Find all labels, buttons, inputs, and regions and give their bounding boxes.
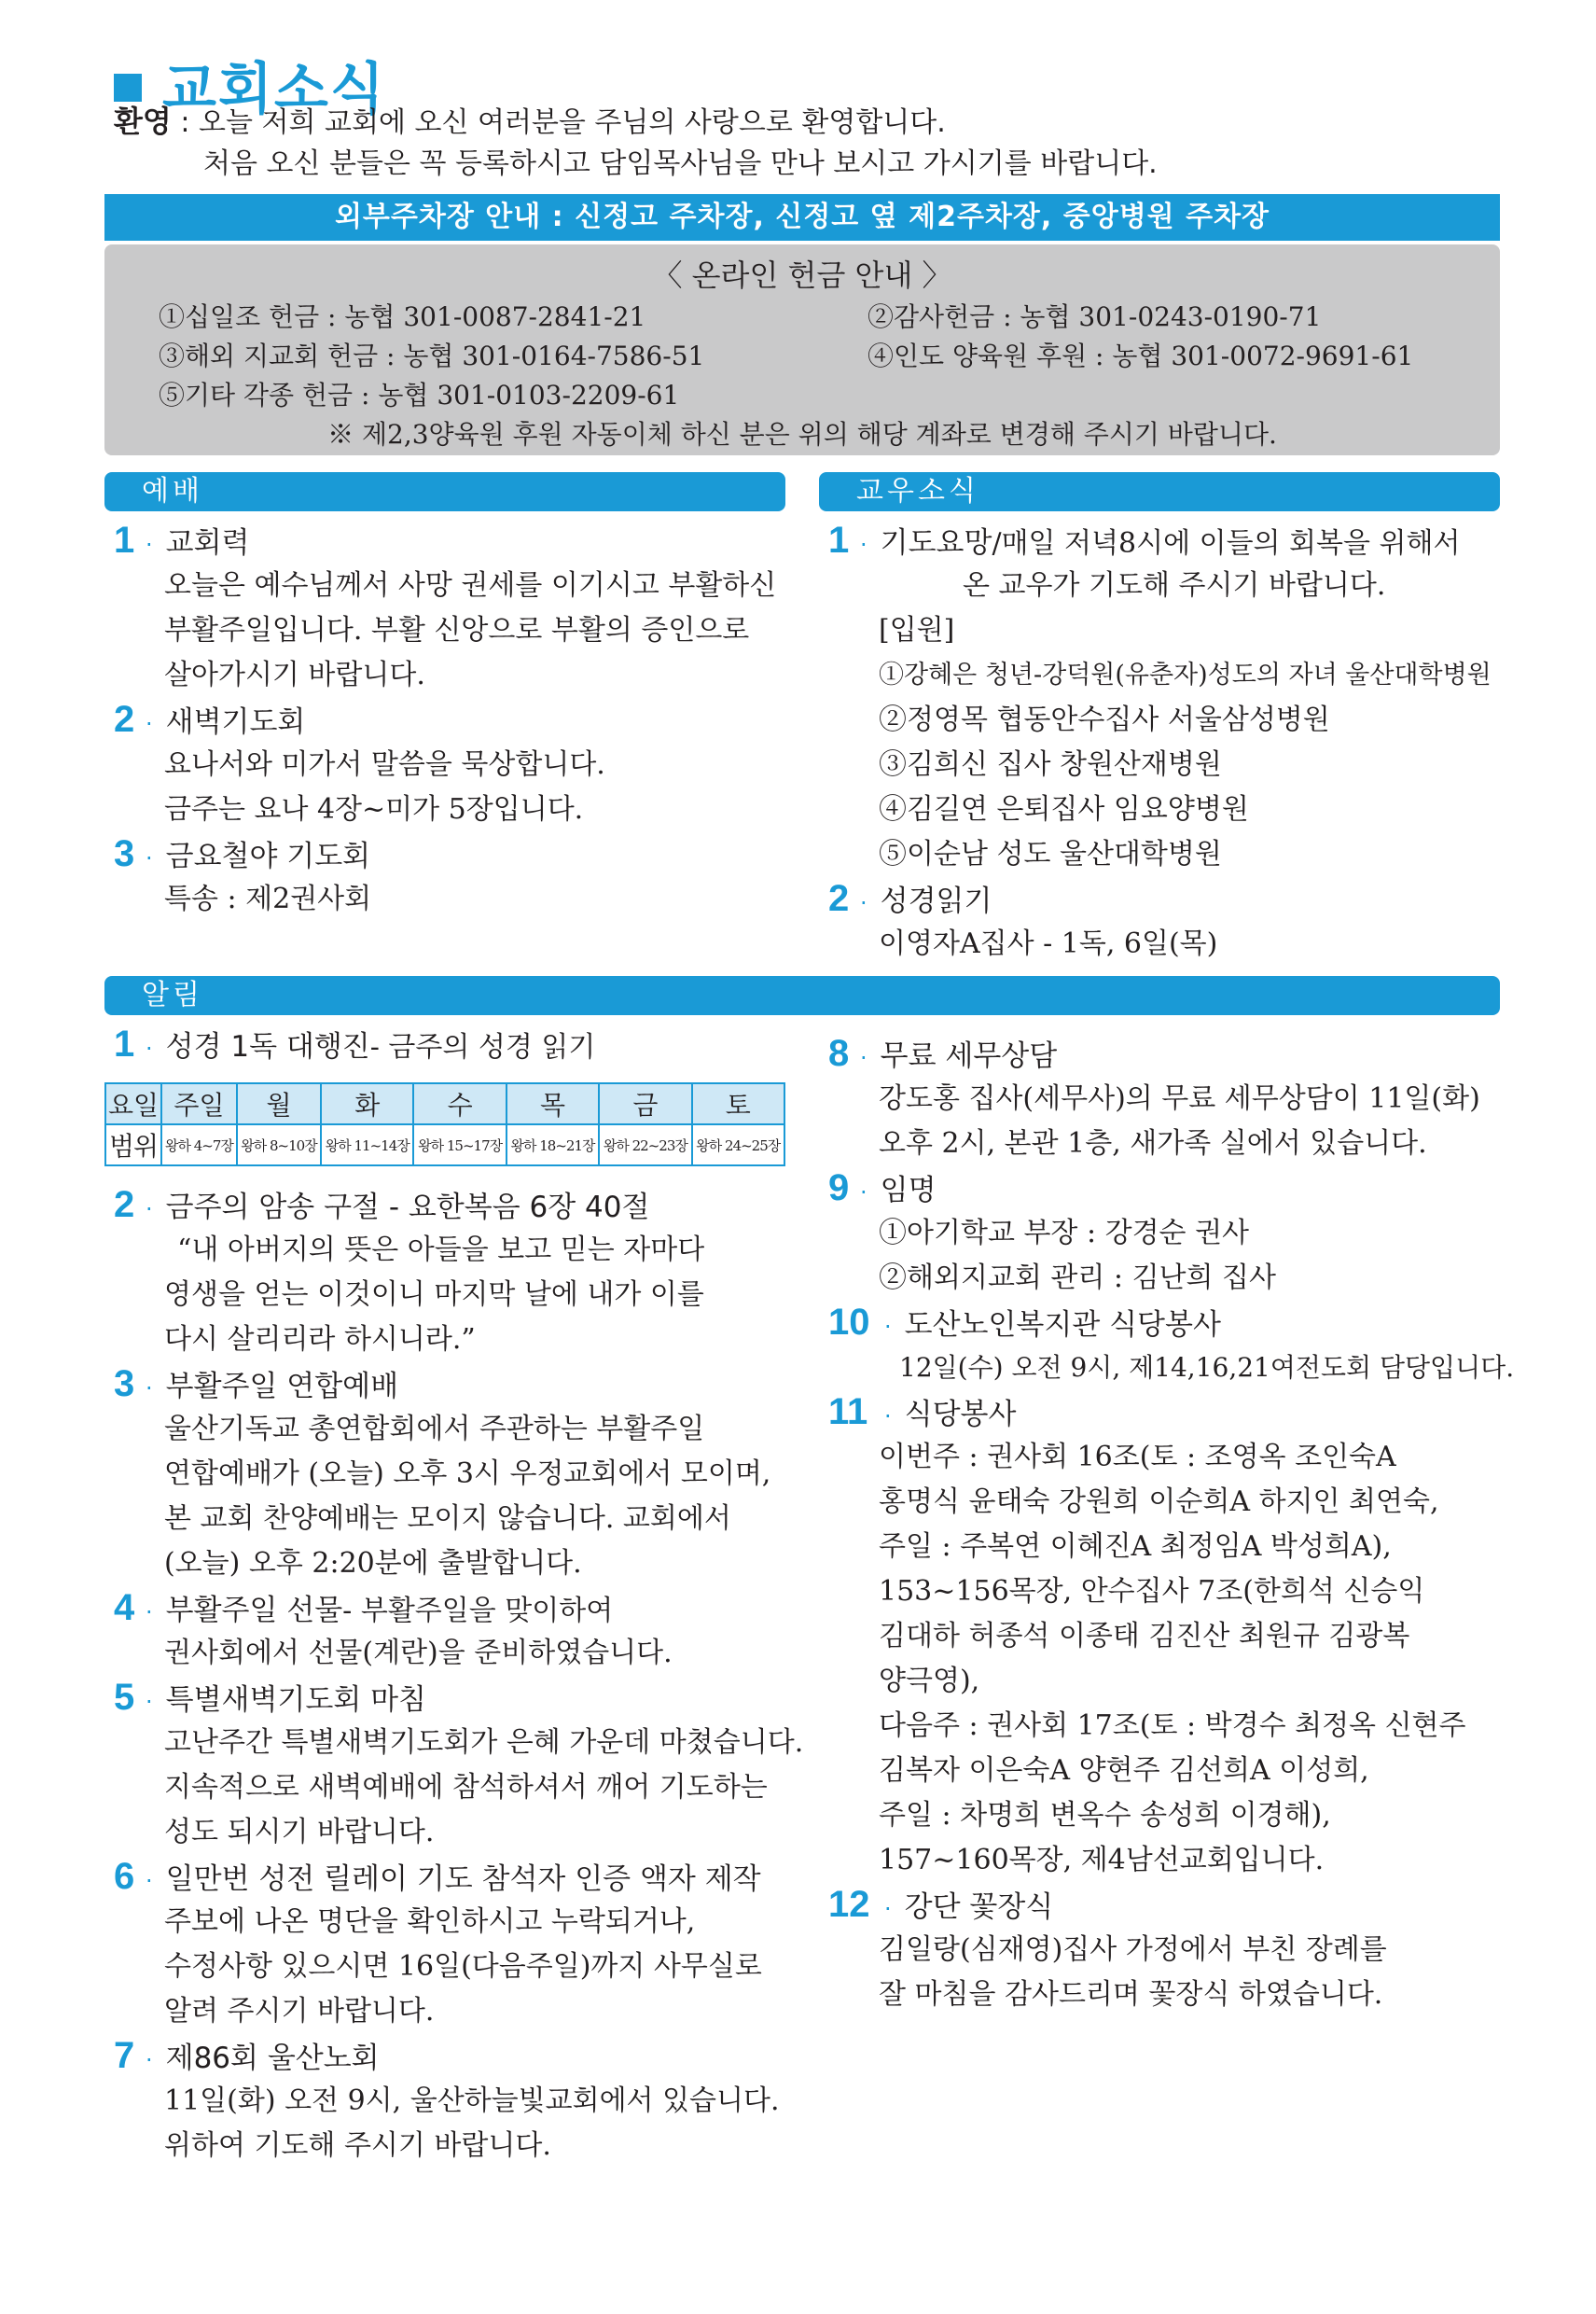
- offering-note: ※ 제2,3양육원 후원 자동이체 하신 분은 위의 해당 계좌로 변경해 주시기 바랍니다.: [327, 419, 1277, 450]
- admitted-label: [입원]: [879, 614, 955, 647]
- list-item: 11 · 식당봉사: [828, 1391, 1017, 1432]
- list-item: 3 · 금요철야 기도회: [114, 833, 371, 874]
- list-item: 1 · 교회력: [114, 520, 250, 561]
- offering-item: ④인도 양육원 후원 : 농협 301-0072-9691-61: [867, 341, 1414, 371]
- list-item: 1 · 기도요망 /매일 저녁8시에 이들의 회복을 위해서: [828, 520, 1461, 561]
- bible-reading-table: [104, 1082, 785, 1166]
- offering-item: ②감사헌금 : 농협 301-0243-0190-71: [867, 301, 1322, 332]
- offering-item: ①십일조 헌금 : 농협 301-0087-2841-21: [159, 301, 646, 332]
- notices-right-list: 8 · 무료 세무상담 강도홍 집사(세무사)의 무료 세무상담이 11일(화) 오후 2시, 본관 1층, 새가족 실에서 있습니다. 9 · 임명 ①아기학교 부장 : 강경순 권사 ②해외지교회 관리 : 김난희 집사 10 · 도산노인복지관 식당봉사 12일(수) 오전 9시, 제14,16,21여전도회 담당입니다. 11 · 식당봉사 이번주 : 권사회 16조(토 : 조영옥 조인숙A 홍명식 윤태숙 강원희 이순희A 하지인 최연숙, 주일 : 주복연 이혜진A 최정임A 박성희A), 153~156목장, 안수집사 7조(한희석 신승익 김대하 허종석 이종태 김진산 최원규 김광복 양극영), 다음주 : 권사회 17조(토 : 박경수 최정옥 신현주 김복자 이은숙A 양현주 김선희A 이성희, 주일 : 차명희 변옥수 송성희 이경해), 157~160목장, 제4남선교회입니다. 12 · 강단 꽃장식 김일랑(심재영)집사 가정에서 부친 장례를 잘 마침을 감사드리며 꽃장식 하였습니다.: [828, 1033, 1515, 2011]
- list-item: 10 · 도산노인복지관 식당봉사: [828, 1302, 1221, 1343]
- list-item: 3 · 부활주일 연합예배: [114, 1363, 399, 1404]
- table-row: 요일 주일 월 화 수 목 금 토: [105, 1083, 784, 1124]
- list-item: 5 · 특별새벽기도회 마침: [114, 1677, 427, 1718]
- list-item: 7 · 제86회 울산노회: [114, 2035, 380, 2076]
- list-item: 2 · 금주의 암송 구절 - 요한복음 6장 40절: [114, 1184, 650, 1225]
- welcome-line2: 처음 오신 분들은 꼭 등록하시고 담임목사님을 만나 보시고 가시기를 바랍니다.: [203, 147, 1158, 180]
- welcome-line1: : 오늘 저희 교회에 오신 여러분을 주님의 사랑으로 환영합니다.: [171, 106, 946, 139]
- title-square-icon: [114, 74, 142, 102]
- online-offering-box: [104, 244, 1500, 455]
- worship-list: 1 · 교회력 오늘은 예수님께서 사망 권세를 이기시고 부활하신 부활주일입니다. 부활 신앙으로 부활의 증인으로 살아가시기 바랍니다. 2 · 새벽기도회 요나서와 미가서 말씀을 묵상합니다. 금주는 요나 4장~미가 5장입니다. 3 · 금요철야 기도회 특송 : 제2권사회: [114, 519, 785, 922]
- notices-left-list: 2 · 금주의 암송 구절 - 요한복음 6장 40절 “내 아버지의 뜻은 아들을 보고 믿는 자마다 영생을 얻는 이것이니 마지막 날에 내가 이를 다시 살리리라 하시니라.” 3 · 부활주일 연합예배 울산기독교 총연합회에서 주관하는 부활주일 연합예배가 (오늘) 오후 3시 우정교회에서 모이며, 본 교회 찬양예배는 모이지 않습니다. 교회에서 (오늘) 오후 2:20분에 출발합니다. 4 · 부활주일 선물 - 부활주일을 맞이하여 권사회에서 선물(계란)을 준비하였습니다. 5 · 특별새벽기도회 마침 고난주간 특별새벽기도회가 은혜 가운데 마쳤습니다. 지속적으로 새벽예배에 참석하셔서 깨어 기도하는 성도 되시기 바랍니다. 6 · 일만번 성전 릴레이 기도 참석자 인증 액자 제작 주보에 나온 명단을 확인하시고 누락되거나, 수정사항 있으시면 16일(다음주일)까지 사무실로 알려 주시기 바랍니다. 7 · 제86회 울산노회 11일(화) 오전 9시, 울산하늘빛교회에서 있습니다. 위하여 기도해 주시기 바랍니다.: [114, 1184, 804, 2162]
- parking-notice: 외부주차장 안내 : 신정고 주차장, 신정고 옆 제2주차장, 중앙병원 주차장: [104, 194, 1500, 241]
- list-item: 2 · 성경읽기: [828, 878, 992, 919]
- notices-section-header: 알림: [104, 976, 1500, 1015]
- welcome-label: 환영: [114, 104, 172, 139]
- members-list: 1 · 기도요망 /매일 저녁8시에 이들의 회복을 위해서 온 교우가 기도해 주시기 바랍니다. [입원] ①강혜은 청년-강덕원(유춘자)성도의 자녀 울산대학병원 ②정영목 협동안수집사 서울삼성병원 ③김희신 집사 창원산재병원 ④김길연 은퇴집사 임요양병원 ⑤이순남 성도 울산대학병원 2 · 성경읽기 이영자A집사 - 1독, 6일(목): [828, 519, 1500, 967]
- offering-title: 〈 온라인 헌금 안내 〉: [652, 258, 952, 293]
- list-item: 4 · 부활주일 선물 - 부활주일을 맞이하여: [114, 1587, 614, 1628]
- offering-item: ③해외 지교회 헌금 : 농협 301-0164-7586-51: [159, 341, 705, 371]
- list-item: 6 · 일만번 성전 릴레이 기도 참석자 인증 액자 제작: [114, 1856, 761, 1897]
- table-row: 범위 왕하 4~7장 왕하 8~10장 왕하 11~14장 왕하 15~17장 왕하 18~21장 왕하 22~23장 왕하 24~25장: [105, 1124, 784, 1165]
- list-item: 2 · 새벽기도회: [114, 699, 306, 740]
- offering-item: ⑤기타 각종 헌금 : 농협 301-0103-2209-61: [159, 380, 680, 411]
- list-item: 12 · 강단 꽃장식: [828, 1884, 1054, 1925]
- list-item: 9 · 임명: [828, 1167, 937, 1208]
- list-item: 8 · 무료 세무상담: [828, 1033, 1058, 1074]
- worship-section-header: 예배: [104, 472, 785, 511]
- notice-1: 1 · 성경 1독 대행진 - 금주의 성경 읽기: [114, 1024, 596, 1065]
- title-text: 교회소식: [162, 57, 386, 122]
- welcome-text: [114, 101, 1158, 185]
- members-section-header: 교우소식: [819, 472, 1500, 511]
